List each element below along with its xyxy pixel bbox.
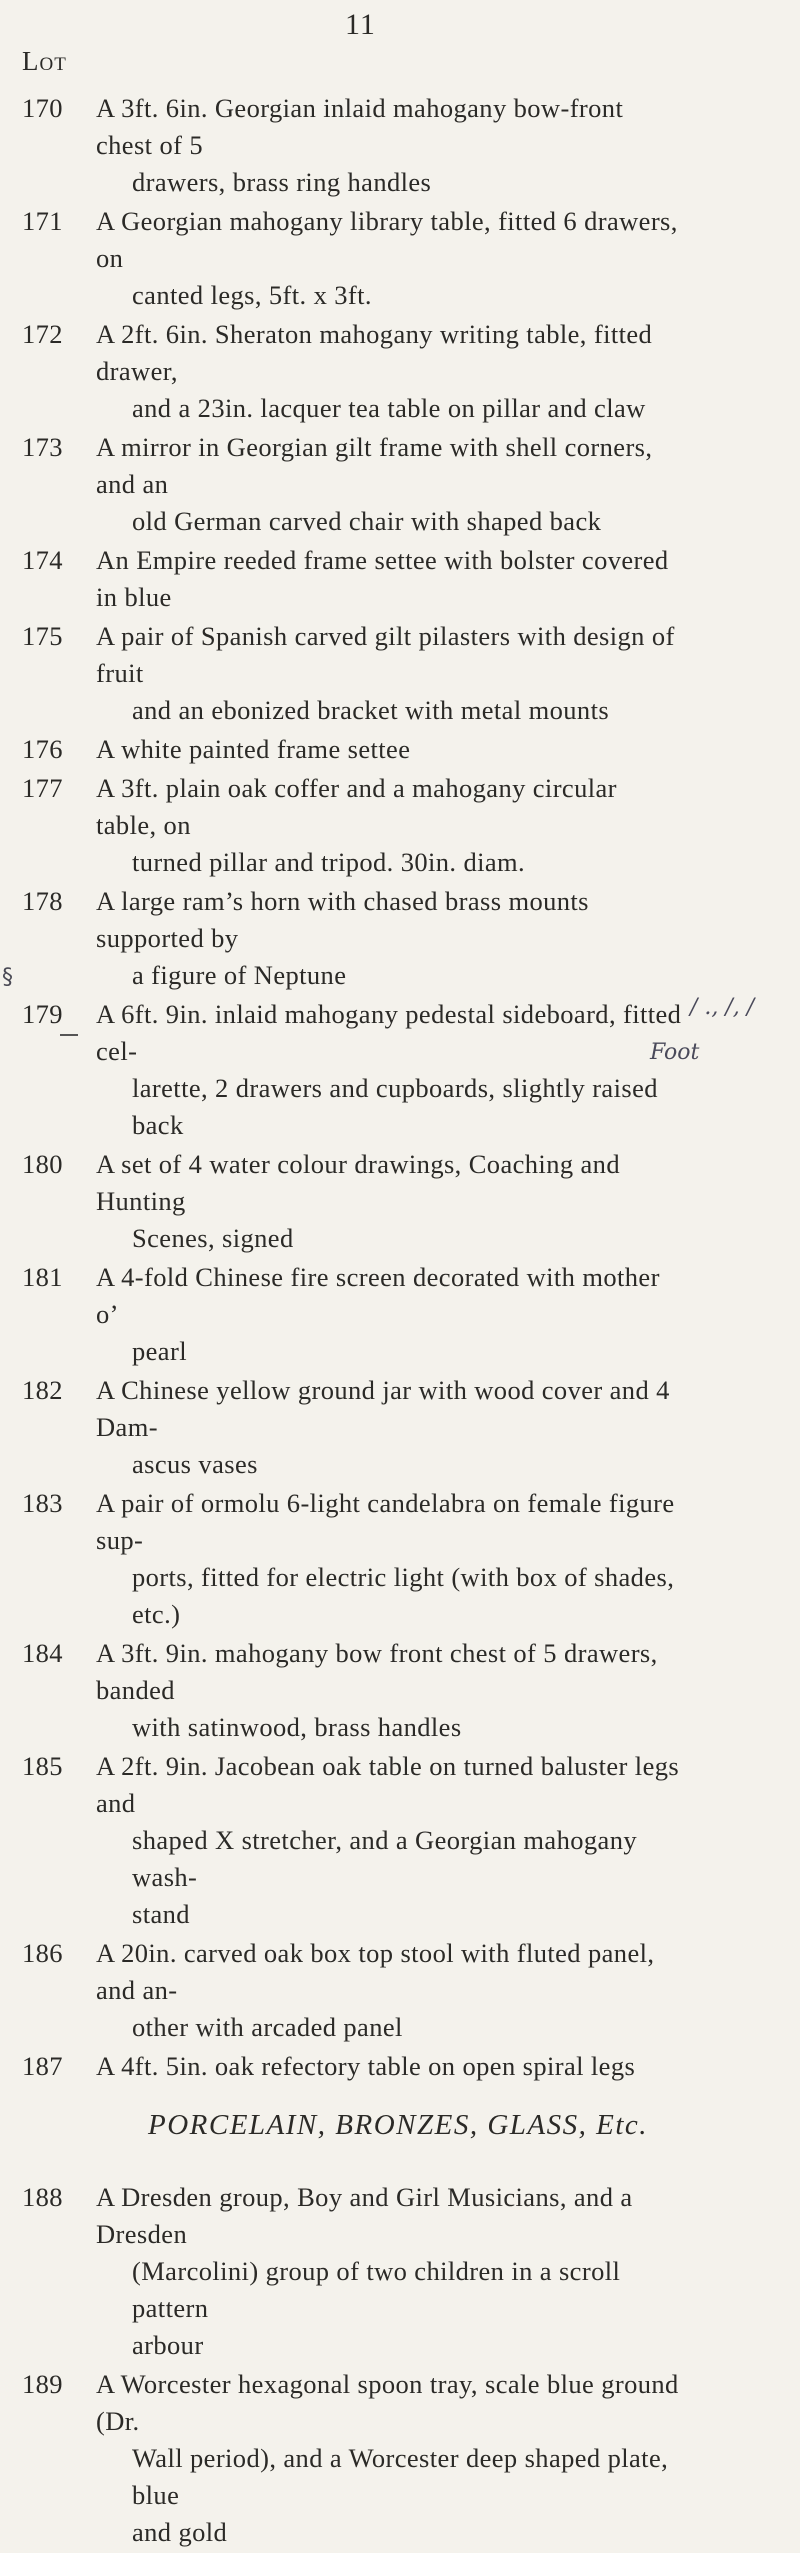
lot-entry xyxy=(22,1935,682,2046)
lot-entry xyxy=(22,2366,682,2551)
description-line: A Dresden group, Boy and Girl Musicians, and a Dresden xyxy=(96,2182,633,2249)
lot-description xyxy=(96,770,682,881)
lot-number: 180 xyxy=(22,1149,63,1179)
description-line: A 3ft. 6in. Georgian inlaid mahogany bow-front chest of 5 xyxy=(96,93,624,160)
lot-number: 185 xyxy=(22,1751,63,1781)
lot-number: 175 xyxy=(22,621,63,651)
lot-entry xyxy=(22,1748,682,1933)
section-heading: PORCELAIN, BRONZES, GLASS, Etc. xyxy=(148,2109,649,2141)
description-line: and an ebonized bracket with metal mounts xyxy=(132,695,610,725)
lot-entry xyxy=(22,1259,682,1370)
description-line: A Chinese yellow ground jar with wood cover and 4 Dam- xyxy=(96,1375,670,1442)
lot-entry xyxy=(22,1635,682,1746)
description-line: turned pillar and tripod. 30in. diam. xyxy=(132,847,526,877)
description-line: A large ram’s horn with chased brass mounts supported by xyxy=(96,886,589,953)
lot-entry xyxy=(22,90,682,201)
description-line: ports, fitted for electric light (with box of shades, etc.) xyxy=(132,1562,675,1629)
lot-entry xyxy=(22,996,682,1144)
lot-number: 172 xyxy=(22,319,63,349)
page-number: 11 xyxy=(345,8,376,41)
lot-number: 181 xyxy=(22,1262,63,1292)
description-line: other with arcaded panel xyxy=(132,2012,403,2042)
description-line: A 3ft. plain oak coffer and a mahogany circular table, on xyxy=(96,773,617,840)
description-line: A pair of ormolu 6-light candelabra on female figure sup- xyxy=(96,1488,675,1555)
lot-description xyxy=(96,1748,682,1933)
lot-number: 184 xyxy=(22,1638,63,1668)
description-line: and gold xyxy=(132,2517,228,2547)
description-line: A Georgian mahogany library table, fitted 6 drawers, on xyxy=(96,206,678,273)
description-line: A 3ft. 9in. mahogany bow front chest of 5 drawers, banded xyxy=(96,1638,658,1705)
lot-description xyxy=(96,731,682,768)
lot-number: 186 xyxy=(22,1938,63,1968)
description-line: A 2ft. 6in. Sheraton mahogany writing table, fitted drawer, xyxy=(96,319,653,386)
lot-number: 178 xyxy=(22,886,63,916)
description-line: shaped X stretcher, and a Georgian mahogany wash- xyxy=(132,1825,637,1892)
lot-description xyxy=(96,316,682,427)
lot-entry xyxy=(22,731,682,768)
lot-description xyxy=(96,90,682,201)
lot-number: 174 xyxy=(22,545,63,575)
description-line: ascus vases xyxy=(132,1449,258,1479)
lot-number: 170 xyxy=(22,93,63,123)
description-line: (Marcolini) group of two children in a scroll pattern xyxy=(132,2256,621,2323)
lot-description xyxy=(96,996,682,1144)
description-line: A Worcester hexagonal spoon tray, scale blue ground (Dr. xyxy=(96,2369,679,2436)
lot-description xyxy=(96,542,682,616)
lot-number: 173 xyxy=(22,432,63,462)
lot-description xyxy=(96,1146,682,1257)
lot-entry xyxy=(22,542,682,616)
description-line: A 4-fold Chinese fire screen decorated with mother o’ xyxy=(96,1262,660,1329)
description-line: A mirror in Georgian gilt frame with shell corners, and an xyxy=(96,432,653,499)
lot-description xyxy=(96,429,682,540)
lot-entry xyxy=(22,618,682,729)
lot-number: 179 xyxy=(22,999,63,1029)
lot-entry xyxy=(22,1146,682,1257)
lot-column-header: Lot xyxy=(22,46,67,76)
description-line: A white painted frame settee xyxy=(96,734,411,764)
lot-description xyxy=(96,1259,682,1370)
lot-number: 189 xyxy=(22,2369,63,2399)
description-line: An Empire reeded frame settee with bolster covered in blue xyxy=(96,545,669,612)
lot-entry xyxy=(22,203,682,314)
lot-description xyxy=(96,1935,682,2046)
description-line: old German carved chair with shaped back xyxy=(132,506,602,536)
lot-entry xyxy=(22,770,682,881)
description-line: and a 23in. lacquer tea table on pillar and claw xyxy=(132,393,646,423)
lot-entry xyxy=(22,883,682,994)
lot-description xyxy=(96,1635,682,1746)
lot-number: 188 xyxy=(22,2182,63,2212)
lot-number: 176 xyxy=(22,734,63,764)
handwritten-note-184: Foot xyxy=(650,1040,700,1065)
lot-entry xyxy=(22,316,682,427)
lot-description xyxy=(96,2048,682,2085)
lot-description xyxy=(96,2366,682,2551)
lot-entry xyxy=(22,2048,682,2085)
lot-list xyxy=(0,90,800,2553)
lot-entry xyxy=(22,429,682,540)
description-line: A 2ft. 9in. Jacobean oak table on turned baluster legs and xyxy=(96,1751,680,1818)
lot-number: 171 xyxy=(22,206,63,236)
description-line: Scenes, signed xyxy=(132,1223,294,1253)
description-line: A 20in. carved oak box top stool with fluted panel, and an- xyxy=(96,1938,655,2005)
description-line: stand xyxy=(132,1899,190,1929)
description-line: larette, 2 drawers and cupboards, slightly raised back xyxy=(132,1073,658,1140)
lot-entry xyxy=(22,1485,682,1633)
description-line: A set of 4 water colour drawings, Coaching and Hunting xyxy=(96,1149,620,1216)
lot-description xyxy=(96,1485,682,1633)
description-line: drawers, brass ring handles xyxy=(132,167,432,197)
margin-mark: § xyxy=(2,965,13,990)
description-line: A 6ft. 9in. inlaid mahogany pedestal sideboard, fitted cel- xyxy=(96,999,682,1066)
description-line: a figure of Neptune xyxy=(132,960,347,990)
description-line: arbour xyxy=(132,2330,204,2360)
lot-description xyxy=(96,203,682,314)
description-line: canted legs, 5ft. x 3ft. xyxy=(132,280,372,310)
lot-number: 187 xyxy=(22,2051,63,2081)
lot-description xyxy=(96,883,682,994)
lot-entry xyxy=(22,1372,682,1483)
lot-description xyxy=(96,1372,682,1483)
lot-description xyxy=(96,618,682,729)
description-line: Wall period), and a Worcester deep shaped plate, blue xyxy=(132,2443,669,2510)
description-line: pearl xyxy=(132,1336,187,1366)
description-line: A pair of Spanish carved gilt pilasters with design of fruit xyxy=(96,621,675,688)
handwritten-note-183: / ., /, / xyxy=(690,995,755,1020)
lot-description xyxy=(96,2179,682,2364)
description-line: A 4ft. 5in. oak refectory table on open spiral legs xyxy=(96,2051,636,2081)
lot-entry xyxy=(22,2179,682,2364)
lot-number: 177 xyxy=(22,773,63,803)
description-line: with satinwood, brass handles xyxy=(132,1712,462,1742)
lot-number: 183 xyxy=(22,1488,63,1518)
lot-number: 182 xyxy=(22,1375,63,1405)
